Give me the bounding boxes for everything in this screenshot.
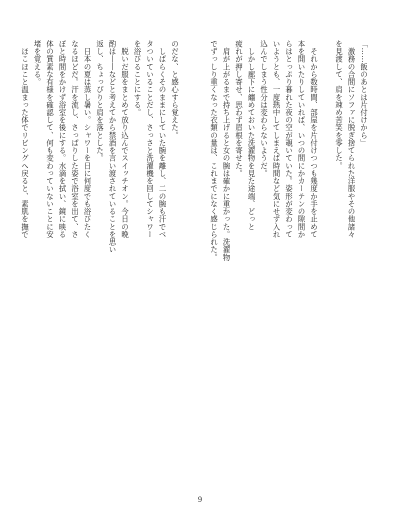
text-line: 日本の夏は蒸し暑い。シャワーを日に何度でも浴びたく [83, 40, 93, 239]
text-line: 堵を覚える。 [33, 40, 43, 86]
text-line: を浴びることにする。 [133, 40, 143, 117]
text-line: いようとも、一度熱中してしまえば時間など気にせず入れ [272, 40, 282, 239]
text-line: なるほどだ。汗を流し、さっぱりした姿で浴室を出て、さ [71, 40, 80, 239]
page-number: 9 [197, 496, 203, 504]
text-line: しばらくそのままにしていた腕を離し、二の腕も汗でベ [158, 40, 168, 239]
text-line: のだな、と感心すら覚えた。 [171, 40, 180, 140]
text-line: 酌は――などと考えてから禁酒を言い渡されていることを思い [108, 40, 118, 254]
text-line: ぼと時間をかけず浴室を後にする。水滴を拭い、鏡に映る [58, 40, 68, 239]
text-line: 体の質素な有様を確認して、何も変わっていないことに安 [46, 40, 55, 239]
text-line: を見渡して、肩を竦め苦笑を零した。 [335, 40, 344, 170]
text-line: 「……飯のあとは片付けから」 [360, 40, 369, 147]
text-line: 疲れが押し寄せ、思わず眉根を寄せた。 [235, 40, 244, 178]
text-line: 込んでしまう性分は変わらないようだ。 [260, 40, 269, 178]
text-line: タついていることだし、さっさと洗濯機を回してシャワー [146, 40, 155, 239]
text-line: 激務の合間にソファに脱ぎ捨てられた洋服やその他諸々 [347, 40, 357, 239]
right-text-block [210, 40, 370, 490]
text-line: でずっしり重くなった衣類の量は、これまでになく感じられた。 [210, 40, 219, 261]
paragraph-gap [320, 40, 333, 490]
text-line: ほこほこと温まった体でリビングへ戻ると、素肌を撫で [21, 40, 30, 239]
text-line: しかし廊下に纏めておいた洗濯物を見た途端、どっと [247, 40, 257, 231]
left-text-block [20, 40, 181, 490]
text-line: 本を開いたりしていれば、いつの間にかカーテンの隙間か [297, 40, 307, 239]
text-line: 脱いだ服をまとめて放り込んでスイッチオン。今日の晩 [121, 40, 130, 239]
text-line: 肩が上がるまで持ち上げると女の腕は確かに重かった。洗濯物 [222, 40, 232, 261]
text-line: それから数時間、部屋を片付けつつも幾度か手を止めて [310, 40, 319, 239]
text-line: 返し、ちょっぴりと肩を落とした。 [96, 40, 105, 162]
text-line: らはとっぷり暮れた夜の空が覗いていた。姿形が変わって [285, 40, 294, 239]
